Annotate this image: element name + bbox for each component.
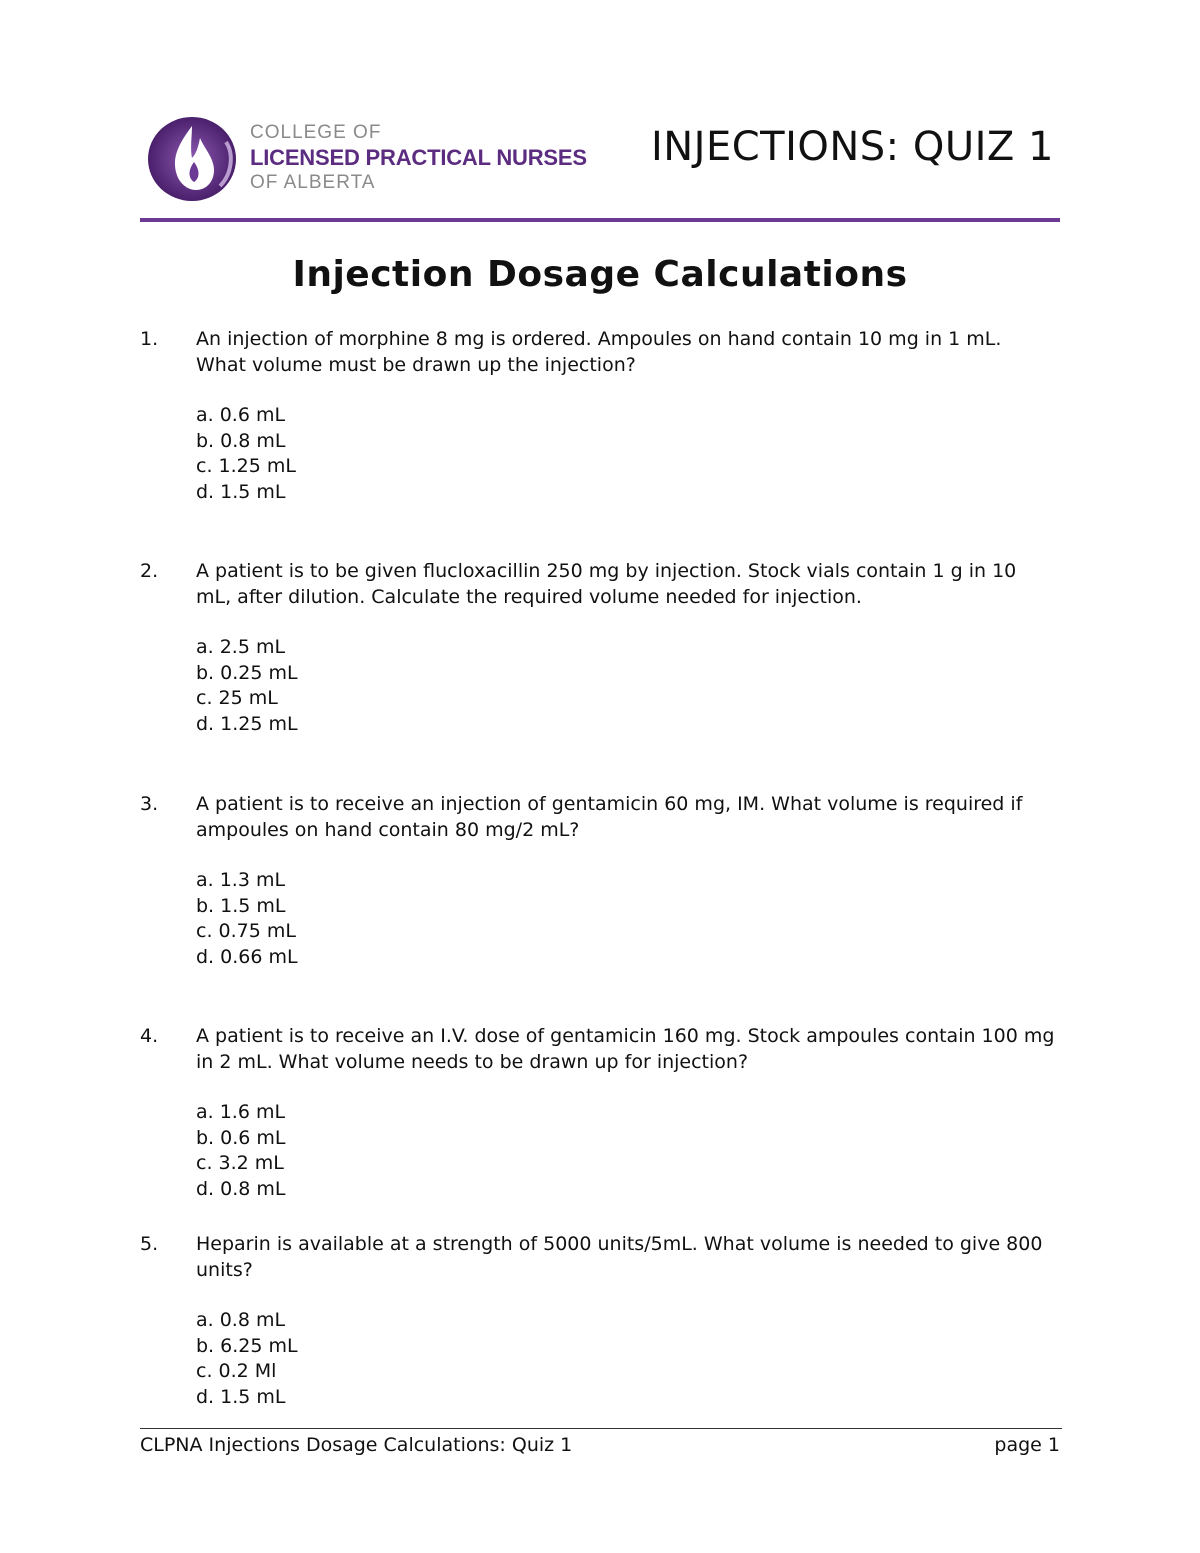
question-text: An injection of morphine 8 mg is ordered. Ampoules on hand contain 10 mg in 1 mL. What volume must be drawn up the injection? <box>196 328 1002 376</box>
question-number: 5. <box>140 1233 159 1255</box>
page-header <box>142 108 1060 208</box>
option-c: c. 3.2 mL <box>196 1152 284 1175</box>
clpna-logo <box>146 112 587 204</box>
option-b: b. 0.8 mL <box>196 429 286 452</box>
option-d: d. 0.66 mL <box>196 946 298 969</box>
option-c: c. 0.2 Ml <box>196 1360 277 1383</box>
logo-line-alberta: OF ALBERTA <box>250 172 376 193</box>
question-number: 3. <box>140 793 159 815</box>
option-c: c. 1.25 mL <box>196 455 296 478</box>
option-b: b. 1.5 mL <box>196 894 286 917</box>
option-a: a. 2.5 mL <box>196 636 286 658</box>
question-text: A patient is to receive an injection of gentamicin 60 mg, IM. What volume is required if ampoules on hand contain 80 mg/2 mL? <box>196 793 1023 841</box>
question-number: 2. <box>140 560 159 582</box>
page-title: Injection Dosage Calculations <box>292 254 908 295</box>
option-d: d. 1.5 mL <box>196 481 286 504</box>
answer-options <box>196 1100 596 1203</box>
header-divider <box>140 218 1060 222</box>
flame-emblem-icon <box>146 112 242 204</box>
logo-wordmark <box>250 122 587 194</box>
logo-line-college: COLLEGE OF <box>250 122 382 143</box>
option-a: a. 1.6 mL <box>196 1101 286 1123</box>
question-number: 4. <box>140 1025 159 1047</box>
option-a: a. 0.6 mL <box>196 404 286 426</box>
answer-options <box>196 1308 596 1411</box>
option-d: d. 1.25 mL <box>196 713 298 736</box>
quiz-title: INJECTIONS: QUIZ 1 <box>650 124 1054 170</box>
option-a: a. 1.3 mL <box>196 869 286 891</box>
option-b: b. 0.6 mL <box>196 1126 286 1149</box>
option-d: d. 1.5 mL <box>196 1386 286 1409</box>
page-number: page 1 <box>994 1434 1060 1456</box>
option-a: a. 0.8 mL <box>196 1309 286 1331</box>
question-text: A patient is to receive an I.V. dose of gentamicin 160 mg. Stock ampoules contain 100 mg in 2 mL. What volume needs to be drawn up for injection? <box>196 1025 1055 1073</box>
logo-line-lpn: LICENSED PRACTICAL NURSES <box>250 145 587 170</box>
answer-options <box>196 403 596 506</box>
option-d: d. 0.8 mL <box>196 1178 286 1201</box>
question-text: A patient is to be given flucloxacillin 250 mg by injection. Stock vials contain 1 g in 10 mL, after dilution. Calculate the required volume needed for injection. <box>196 560 1017 608</box>
option-c: c. 25 mL <box>196 687 278 710</box>
option-c: c. 0.75 mL <box>196 920 296 943</box>
option-b: b. 0.25 mL <box>196 661 298 684</box>
answer-options <box>196 635 596 738</box>
question-text: Heparin is available at a strength of 5000 units/5mL. What volume is needed to give 800 units? <box>196 1233 1043 1281</box>
footer-document-title: CLPNA Injections Dosage Calculations: Quiz 1 <box>140 1434 573 1456</box>
answer-options <box>196 868 596 971</box>
footer-divider <box>140 1428 1062 1429</box>
question-number: 1. <box>140 328 159 350</box>
option-b: b. 6.25 mL <box>196 1334 298 1357</box>
